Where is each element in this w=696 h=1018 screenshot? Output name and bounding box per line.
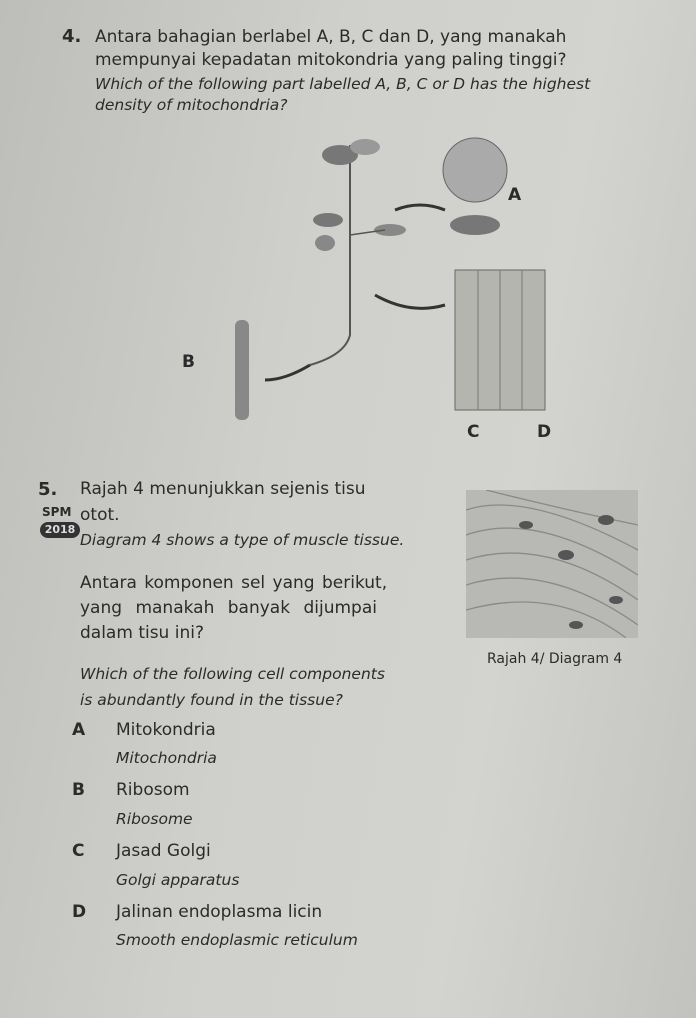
year-badge: 2018 xyxy=(40,522,80,538)
question-text-english: Diagram 4 shows a type of muscle tissue. xyxy=(80,531,405,549)
question-text-english: density of mitochondria? xyxy=(95,96,288,114)
question-number: 5. xyxy=(38,479,58,500)
option-letter: A xyxy=(72,720,86,740)
label-c: C xyxy=(467,422,480,442)
muscle-tissue-image xyxy=(466,490,638,638)
plant-diagram xyxy=(160,125,600,425)
question-text-english: Which of the following part labelled A, B, C or D has the highest xyxy=(95,75,591,93)
option-letter: D xyxy=(72,902,87,922)
option-english: Smooth endoplasmic reticulum xyxy=(116,931,358,949)
option-english: Ribosome xyxy=(116,810,193,828)
label-a: A xyxy=(508,185,522,205)
question-text-malay: mempunyai kepadatan mitokondria yang paling tinggi? xyxy=(95,50,567,70)
question-text-malay: Antara komponen sel yang berikut, xyxy=(80,573,388,593)
option-malay: Jalinan endoplasma licin xyxy=(116,902,323,922)
question-text-malay: otot. xyxy=(80,505,120,525)
question-text-english: Which of the following cell components xyxy=(80,665,385,683)
spm-badge-label: SPM xyxy=(42,505,72,519)
label-d: D xyxy=(537,422,552,442)
option-malay: Jasad Golgi xyxy=(116,841,211,861)
option-letter: B xyxy=(72,780,85,800)
question-number: 4. xyxy=(62,26,82,47)
leaf-cell-magnified xyxy=(443,138,507,202)
option-english: Mitochondria xyxy=(116,749,217,767)
diagram-caption: Rajah 4/ Diagram 4 xyxy=(487,651,623,667)
question-text-malay: yang manakah banyak dijumpai xyxy=(80,598,377,618)
question-text-english: is abundantly found in the tissue? xyxy=(80,691,343,709)
option-letter: C xyxy=(72,841,85,861)
option-english: Golgi apparatus xyxy=(116,871,240,889)
question-text-malay: dalam tisu ini? xyxy=(80,623,204,643)
question-text-malay: Antara bahagian berlabel A, B, C dan D, yang manakah xyxy=(95,27,567,47)
option-malay: Ribosom xyxy=(116,780,190,800)
root-tip xyxy=(235,320,249,420)
option-malay: Mitokondria xyxy=(116,720,216,740)
label-b: B xyxy=(182,352,195,372)
question-text-malay: Rajah 4 menunjukkan sejenis tisu xyxy=(80,479,366,499)
